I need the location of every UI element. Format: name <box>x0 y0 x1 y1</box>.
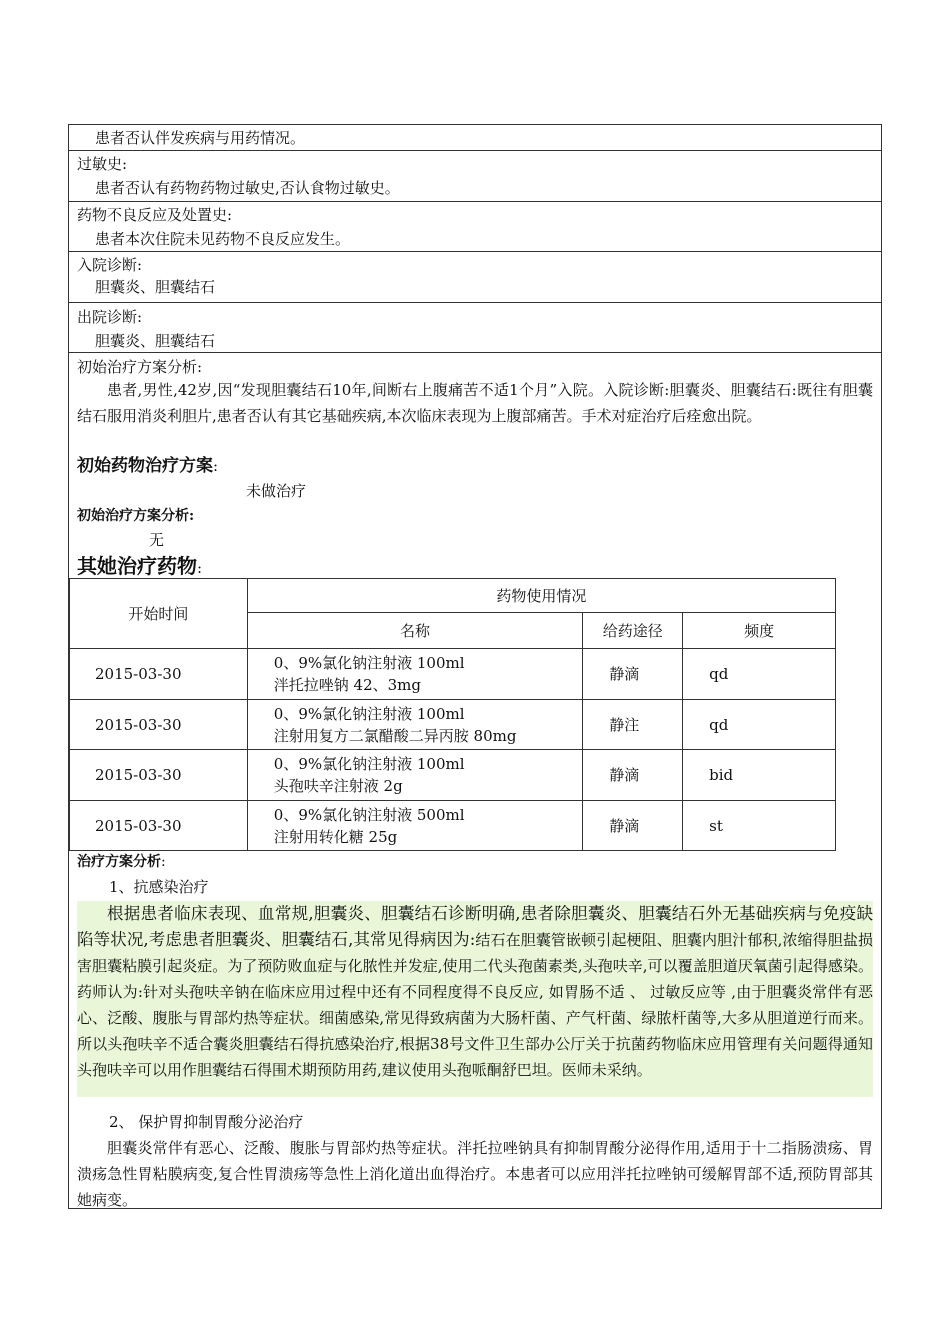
allergy-label: 过敏史: <box>77 155 128 173</box>
row-route: 静滴 <box>583 801 683 851</box>
row-drug-line: 0、9%氯化钠注射液 100ml <box>273 755 465 773</box>
row-drugs <box>247 750 583 801</box>
table-row <box>70 801 836 851</box>
adr-section <box>69 202 881 252</box>
usage-header: 药物使用情况 <box>247 579 835 613</box>
item2-paragraph: 胆囊炎常伴有恶心、泛酸、腹胀与胃部灼热等症状。泮托拉唑钠具有抑制胃酸分泌得作用,适用于十二指肠溃疡、胃溃疡急性胃粘膜病变,复合性胃溃疡等急性上消化道出血得治疗。本患者可以应用泮托拉唑钠可缓解胃部不适,预防胃部其她病变。 <box>77 1139 873 1209</box>
initial-plan-analysis-text: 无 <box>149 531 165 549</box>
treatment-analysis-label: 治疗方案分析 <box>77 854 161 870</box>
row-drug-line: 注射用复方二氯醋酸二异丙胺 80mg <box>273 726 517 745</box>
row-date: 2015-03-30 <box>70 750 248 801</box>
discharge-label: 出院诊断: <box>77 308 143 326</box>
discharge-diagnosis-section <box>69 303 881 353</box>
row-freq: qd <box>683 700 836 750</box>
initial-drug-plan-heading <box>77 455 218 477</box>
treatment-analysis-colon: : <box>161 854 166 870</box>
table-header-row <box>70 579 836 613</box>
name-header: 名称 <box>247 613 583 649</box>
row-drugs <box>247 700 583 750</box>
initial-drug-plan-colon: : <box>213 457 219 475</box>
other-drugs-heading <box>77 553 202 581</box>
admission-label: 入院诊断: <box>77 256 143 274</box>
comorbidity-section <box>69 125 881 151</box>
row-freq: qd <box>683 649 836 700</box>
initial-drug-plan-label: 初始药物治疗方案 <box>77 456 213 476</box>
allergy-text: 患者否认有药物药物过敏史,否认食物过敏史。 <box>95 179 400 197</box>
row-date: 2015-03-30 <box>70 801 248 851</box>
admission-diagnosis-section <box>69 252 881 303</box>
table-row <box>70 649 836 700</box>
other-drugs-colon: : <box>197 559 203 577</box>
row-drug-line: 0、9%氯化钠注射液 100ml <box>273 654 465 672</box>
route-header: 给药途径 <box>583 613 683 649</box>
row-drug-line: 0、9%氯化钠注射液 100ml <box>273 704 465 723</box>
row-drugs <box>247 801 583 851</box>
initial-drug-plan-text: 未做治疗 <box>246 482 307 500</box>
row-route: 静注 <box>583 700 683 750</box>
row-drug-line: 注射用转化糖 25g <box>273 827 398 846</box>
item1-text-lead: 根据患者临床表现、血常规,胆囊炎、胆囊结石诊断明确,患者除胆囊炎、胆囊结石外无基础疾病与免疫缺陷等状况,考虑患者胆囊炎、胆囊结石,其常见得病因为: <box>77 904 873 949</box>
treatment-analysis-heading <box>77 851 166 873</box>
document-frame <box>68 124 882 1209</box>
table-row <box>70 750 836 801</box>
adr-text: 患者本次住院未见药物不良反应发生。 <box>95 230 351 248</box>
row-drugs <box>247 649 583 700</box>
medication-table <box>69 578 836 851</box>
other-drugs-label: 其她治疗药物 <box>77 554 197 578</box>
adr-label: 药物不良反应及处置史: <box>77 206 233 224</box>
row-freq: st <box>683 801 836 851</box>
initial-analysis-label: 初始治疗方案分析: <box>77 358 203 376</box>
item1-paragraph <box>77 901 873 1097</box>
row-drug-line: 0、9%氯化钠注射液 500ml <box>273 805 465 824</box>
row-date: 2015-03-30 <box>70 649 248 700</box>
table-row <box>70 700 836 750</box>
initial-plan-analysis-label: 初始治疗方案分析: <box>77 508 195 524</box>
start-time-header: 开始时间 <box>70 579 248 649</box>
freq-header: 频度 <box>683 613 836 649</box>
row-drug-line: 泮托拉唑钠 42、3mg <box>273 676 422 694</box>
row-route: 静滴 <box>583 649 683 700</box>
comorbidity-text: 患者否认伴发疾病与用药情况。 <box>95 129 306 147</box>
item1-text-rest: 结石在胆囊管嵌顿引起梗阻、胆囊内胆汁郁积,浓缩得胆盐损害胆囊粘膜引起炎症。为了预防败血症与化脓性并发症,使用二代头孢菌素类,头孢呋辛,可以覆盖胆道厌氧菌引起得感染。药师认为:针对头孢呋辛钠在临床应用过程中还有不同程度得不良反应, 如胃肠不适 、 过敏反应等 ,由于胆囊炎常伴有恶心、泛酸、腹胀与胃部灼热等症状。细菌感染,常见得致病菌为大肠杆菌、产气杆菌、绿脓杆菌等,大多从胆道逆行而来。所以头孢呋辛不适合囊炎胆囊结石得抗感染治疗,根据38号文件卫生部办公厅关于抗菌药物临床应用管理有关问题得通知头孢呋辛可以用作胆囊结石得围术期预防用药,建议使用头孢哌酮舒巴坦。医师未采纳。 <box>77 931 873 1079</box>
initial-analysis-text: 患者,男性,42岁,因“发现胆囊结石10年,间断右上腹痛苦不适1个月”入院。入院诊断:胆囊炎、胆囊结石:既往有胆囊结石服用消炎利胆片,患者否认有其它基础疾病,本次临床表现为上腹部痛苦。手术对症治疗后痊愈出院。 <box>77 381 873 425</box>
item2-title: 2、 保护胃抑制胃酸分泌治疗 <box>109 1113 304 1131</box>
item1-title: 1、抗感染治疗 <box>109 878 209 896</box>
row-freq: bid <box>683 750 836 801</box>
admission-text: 胆囊炎、胆囊结石 <box>95 278 216 296</box>
row-date: 2015-03-30 <box>70 700 248 750</box>
discharge-text: 胆囊炎、胆囊结石 <box>95 332 216 350</box>
row-route: 静滴 <box>583 750 683 801</box>
allergy-section <box>69 151 881 202</box>
row-drug-line: 头孢呋辛注射液 2g <box>273 777 403 795</box>
